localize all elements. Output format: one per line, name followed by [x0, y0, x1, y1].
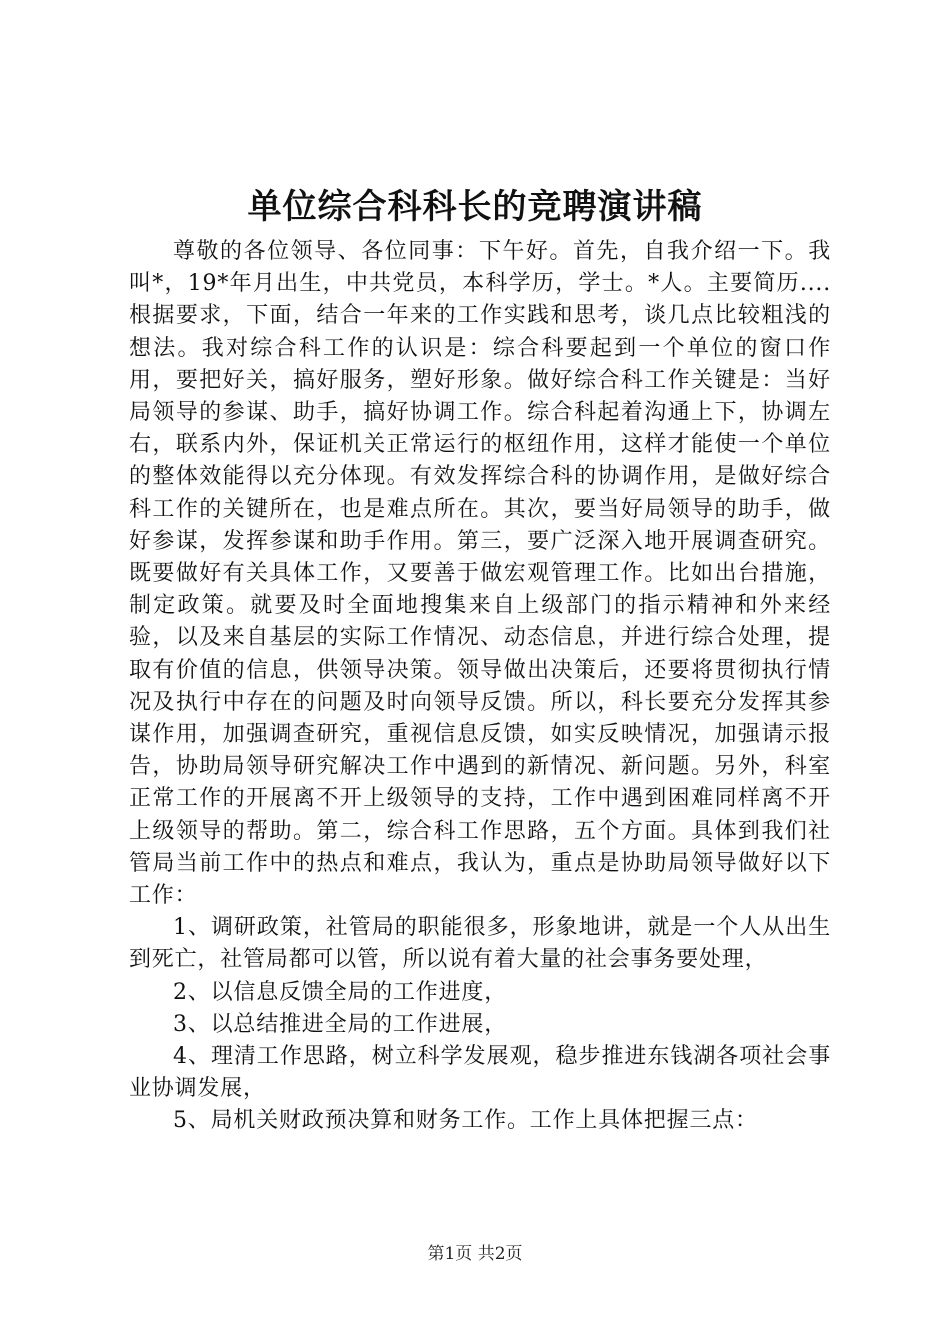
body-paragraph-intro: 尊敬的各位领导、各位同事：下午好。首先，自我介绍一下。我叫*，19*年月出生，中共党员，本科学历，学士。*人。主要简历....根据要求，下面，结合一年来的工作实践和思考，谈几点比较粗浅的想法。我对综合科工作的认识是：综合科要起到一个单位的窗口作用，要把好关，搞好服务，塑好形象。做好综合科工作关键是：当好局领导的参谋、助手，搞好协调工作。综合科起着沟通上下，协调左右，联系内外，保证机关正常运行的枢纽作用，这样才能使一个单位的整体效能得以充分体现。有效发挥综合科的协调作用，是做好综合科工作的关键所在，也是难点所在。其次，要当好局领导的助手，做好参谋，发挥参谋和助手作用。第三，要广泛深入地开展调查研究。既要做好有关具体工作，又要善于做宏观管理工作。比如出台措施，制定政策。就要及时全面地搜集来自上级部门的指示精神和外来经验，以及来自基层的实际工作情况、动态信息，并进行综合处理，提取有价值的信息，供领导决策。领导做出决策后，还要将贯彻执行情况及执行中存在的问题及时向领导反馈。所以，科长要充分发挥其参谋作用，加强调查研究，重视信息反馈，如实反映情况，加强请示报告，协助局领导研究解决工作中遇到的新情况、新问题。另外，科室正常工作的开展离不开上级领导的支持，工作中遇到困难同样离不开上级领导的帮助。第二，综合科工作思路，五个方面。具体到我们社管局当前工作中的热点和难点，我认为，重点是协助局领导做好以下工作：	[129, 239, 831, 909]
document-body	[129, 236, 831, 1138]
list-item-1: 1、调研政策，社管局的职能很多，形象地讲，就是一个人从出生到死亡，社管局都可以管，所以说有着大量的社会事务要处理，	[129, 915, 831, 973]
list-item-4: 4、理清工作思路，树立科学发展观，稳步推进东钱湖各项社会事业协调发展，	[129, 1044, 831, 1102]
list-item-3: 3、以总结推进全局的工作进展，	[173, 1011, 507, 1037]
page-title: 单位综合科科长的竞聘演讲稿	[247, 187, 703, 227]
list-item-2: 2、以信息反馈全局的工作进度，	[173, 979, 507, 1005]
list-item-5: 5、局机关财政预决算和财务工作。工作上具体把握三点：	[173, 1108, 758, 1134]
page-number-footer: 第1页 共2页	[427, 1244, 523, 1264]
